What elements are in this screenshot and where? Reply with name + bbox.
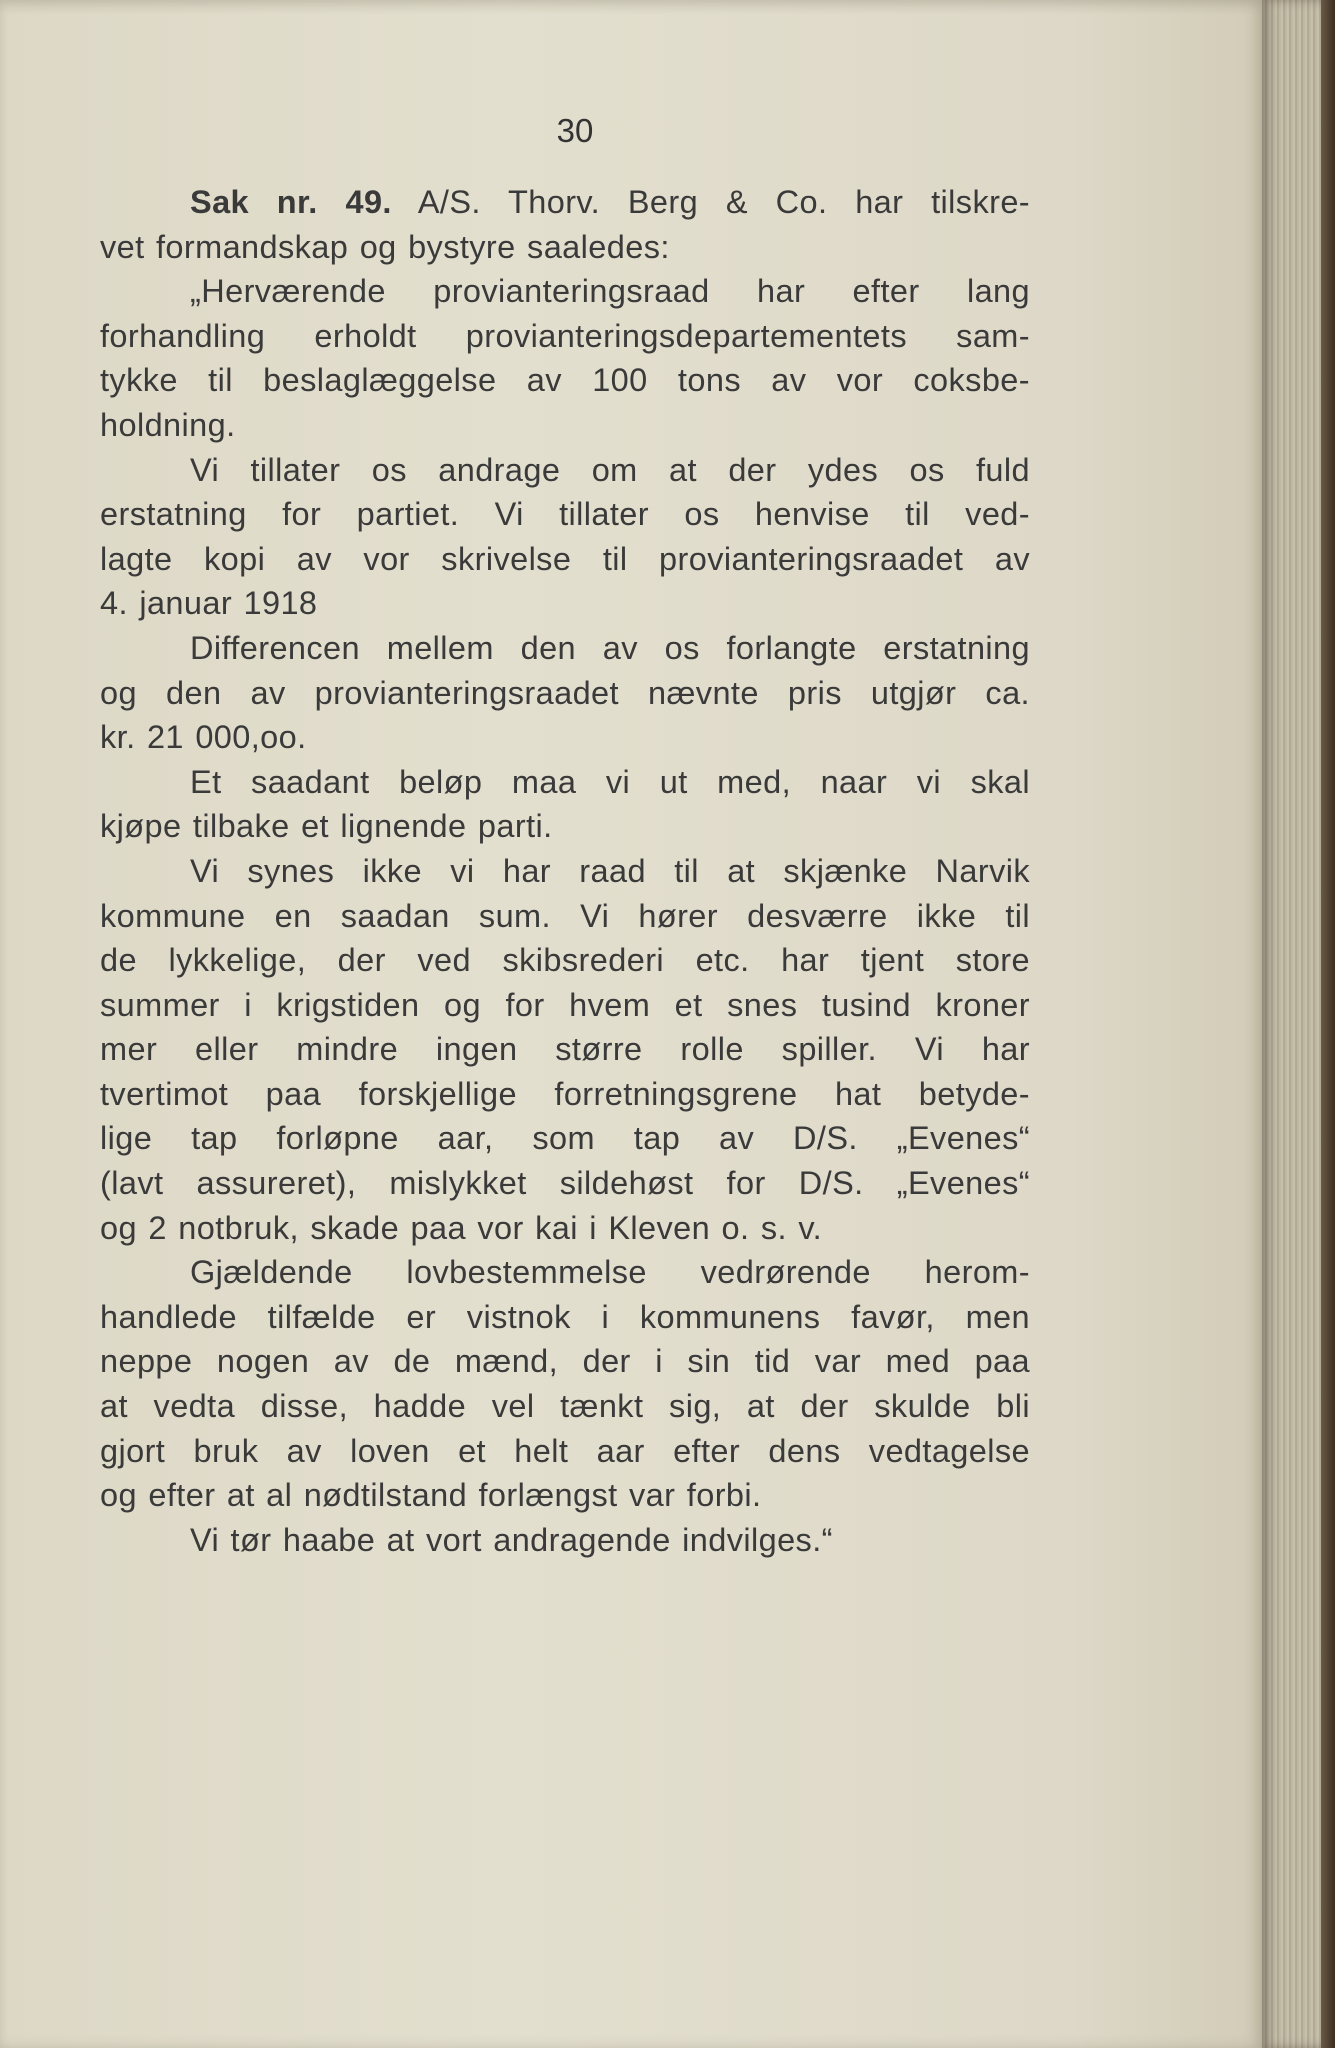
book-spine-shadow	[1321, 0, 1335, 2048]
text-line: mer eller mindre ingen større rolle spiller. Vi har	[100, 1031, 1030, 1068]
text-line: handlede tilfælde er vistnok i kommunens favør, men	[100, 1298, 1030, 1335]
document-body	[100, 180, 1030, 1562]
text-line: Vi tillater os andrage om at der ydes os fuld	[190, 451, 1030, 488]
case-label: Sak nr. 49.	[190, 184, 392, 220]
text-line: Gjældende lovbestemmelse vedrørende herom-	[190, 1254, 1030, 1291]
text-line: neppe nogen av de mænd, der i sin tid var med paa	[100, 1343, 1030, 1380]
text-line: (lavt assureret), mislykket sildehøst for D/S. „Evenes“	[100, 1165, 1030, 1202]
text-line: kr. 21 000,oo.	[100, 719, 307, 756]
text-line: summer i krigstiden og for hvem et snes tusind kroner	[100, 986, 1030, 1023]
text-line: 4. januar 1918	[100, 585, 318, 622]
text-line: lige tap forløpne aar, som tap av D/S. „Evenes“	[100, 1120, 1030, 1157]
text-line: lagte kopi av vor skrivelse til provianteringsraadet av	[100, 540, 1030, 577]
text-line: holdning.	[100, 406, 236, 443]
text-line: og 2 notbruk, skade paa vor kai i Kleven o. s. v.	[100, 1209, 823, 1246]
page-number: 30	[556, 112, 594, 149]
heading-line	[100, 180, 1030, 225]
text-line: Differencen mellem den av os forlangte erstatning	[190, 629, 1030, 666]
text-line: forhandling erholdt provianteringsdepartementets sam-	[100, 317, 1030, 354]
text-line: at vedta disse, hadde vel tænkt sig, at der skulde bli	[100, 1388, 1030, 1425]
text-line: tykke til beslaglæggelse av 100 tons av vor coksbe-	[100, 362, 1030, 399]
text-line: de lykkelige, der ved skibsrederi etc. har tjent store	[100, 942, 1030, 979]
text-line: gjort bruk av loven et helt aar efter dens vedtagelse	[100, 1432, 1030, 1469]
text-line: vet formandskap og bystyre saaledes:	[100, 228, 670, 265]
text-line: Vi synes ikke vi har raad til at skjænke Narvik	[190, 852, 1030, 889]
text-line: Et saadant beløp maa vi ut med, naar vi skal	[190, 763, 1030, 800]
text-line: „Herværende provianteringsraad har efter lang	[190, 273, 1030, 310]
text-line: Vi tør haabe at vort andragende indvilges.“	[190, 1521, 833, 1558]
heading-text: A/S. Thorv. Berg & Co. har tilskre-	[417, 184, 1031, 220]
text-line: tvertimot paa forskjellige forretningsgrene hat betyde-	[100, 1075, 1030, 1112]
text-line: og efter at al nødtilstand forlængst var forbi.	[100, 1477, 762, 1514]
text-line: erstatning for partiet. Vi tillater os henvise til ved-	[100, 496, 1030, 533]
text-line: kjøpe tilbake et lignende parti.	[100, 808, 553, 845]
text-line: kommune en saadan sum. Vi hører desværre ikke til	[100, 897, 1030, 934]
text-line: og den av provianteringsraadet nævnte pris utgjør ca.	[100, 674, 1030, 711]
